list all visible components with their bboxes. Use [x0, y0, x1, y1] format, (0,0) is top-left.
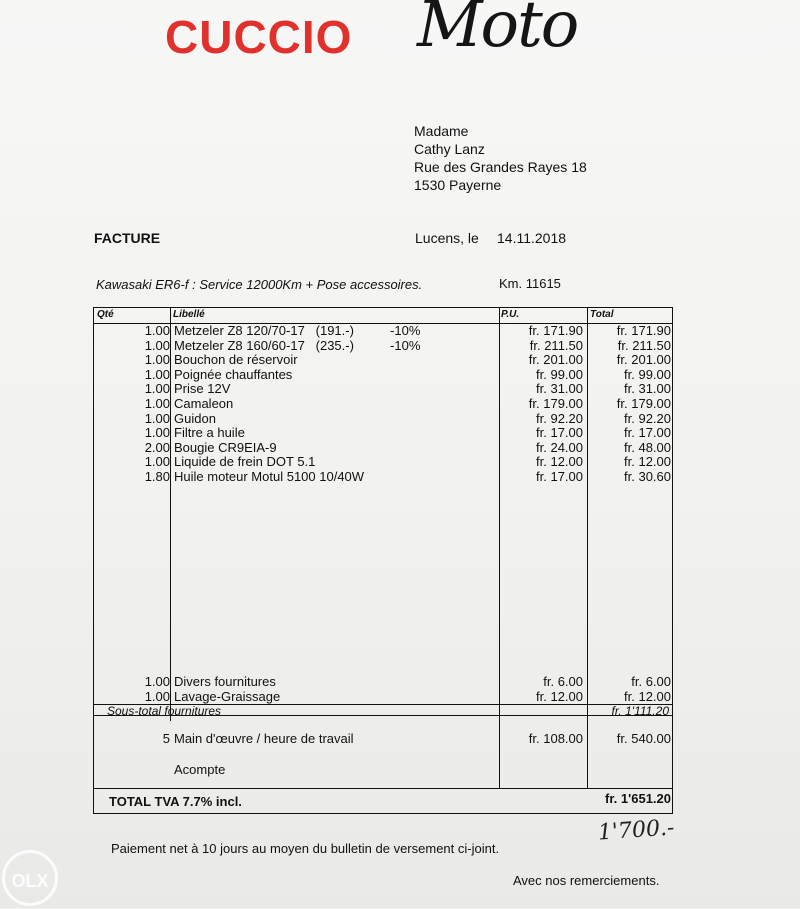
- row-label: Metzeler Z8 120/70-17 (191.-) -10%: [174, 323, 421, 338]
- row-unit-price: fr. 171.90: [528, 323, 583, 338]
- row-unit-price: fr. 24.00: [536, 440, 583, 455]
- vehicle-mileage: Km. 11615: [499, 276, 561, 291]
- row-total: fr. 31.00: [624, 381, 671, 396]
- labor-label: Main d'œuvre / heure de travail: [174, 731, 354, 746]
- table-row: [94, 412, 672, 426]
- watermark-logo: OLX: [2, 850, 58, 906]
- row-qty: 1.00: [144, 411, 170, 426]
- row-total: fr. 17.00: [624, 425, 671, 440]
- row-total: fr. 201.00: [616, 352, 671, 367]
- labor-total: fr. 540.00: [616, 731, 671, 746]
- row-total: fr. 12.00: [624, 689, 671, 704]
- table-row: [94, 339, 672, 353]
- row-total: fr. 99.00: [624, 367, 671, 382]
- row-qty: 1.80: [144, 469, 170, 484]
- grand-total-label: TOTAL TVA 7.7% incl.: [109, 794, 242, 809]
- logo-brand-script: Moto: [417, 0, 578, 62]
- row-qty: 1.00: [144, 454, 170, 469]
- row-label: Poignée chauffantes: [174, 367, 293, 382]
- subtotal-label: Sous-total fournitures: [107, 704, 222, 718]
- row-total: fr. 179.00: [616, 396, 671, 411]
- row-total: fr. 6.00: [631, 674, 671, 689]
- row-label: Divers fournitures: [174, 674, 276, 689]
- row-unit-price: fr. 201.00: [528, 352, 583, 367]
- subtotal-value: fr. 1'111.20: [611, 704, 669, 718]
- row-qty: 1.00: [144, 338, 170, 353]
- table-row: [94, 690, 672, 704]
- invoice-date: 14.11.2018: [497, 230, 567, 246]
- invoice-table: [93, 307, 673, 814]
- acompte-row: [94, 763, 672, 777]
- row-qty: 1.00: [144, 352, 170, 367]
- row-label: Metzeler Z8 160/60-17 (235.-) -10%: [174, 338, 421, 353]
- document-title: FACTURE: [94, 230, 161, 246]
- logo-brand-red: CUCCIO: [165, 11, 353, 63]
- row-label: Huile moteur Motul 5100 10/40W: [174, 469, 365, 484]
- row-label: Liquide de frein DOT 5.1: [174, 454, 316, 469]
- recipient-salutation: Madame: [414, 123, 469, 139]
- table-row: [94, 675, 672, 689]
- row-divider: [94, 788, 672, 789]
- table-row: [94, 470, 672, 484]
- header-qty: Qté: [97, 309, 114, 320]
- header-label: Libellé: [173, 309, 205, 320]
- row-label: Prise 12V: [174, 381, 231, 396]
- row-qty: 1.00: [144, 381, 170, 396]
- row-total: fr. 211.50: [617, 338, 671, 353]
- row-total: fr. 92.20: [624, 411, 671, 426]
- row-total: fr. 171.90: [616, 323, 671, 338]
- acompte-label: Acompte: [174, 762, 226, 777]
- row-unit-price: fr. 17.00: [536, 425, 583, 440]
- row-qty: 1.00: [144, 425, 170, 440]
- row-qty: 2.00: [144, 440, 170, 455]
- table-row: [94, 324, 672, 338]
- invoice-place: Lucens, le: [415, 230, 479, 246]
- labor-unit-price: fr. 108.00: [528, 731, 583, 746]
- recipient-city: 1530 Payerne: [414, 177, 502, 193]
- labor-row: [94, 732, 672, 746]
- table-row: [94, 455, 672, 469]
- row-total: fr. 12.00: [624, 454, 671, 469]
- handwritten-note: 1'700.-: [597, 815, 676, 846]
- table-row: [94, 382, 672, 396]
- closing-line: Avec nos remerciements.: [513, 873, 660, 888]
- row-unit-price: fr. 12.00: [536, 454, 583, 469]
- recipient-address: [414, 122, 587, 194]
- row-unit-price: fr. 179.00: [528, 396, 583, 411]
- table-row: [94, 397, 672, 411]
- payment-terms: Paiement net à 10 jours au moyen du bulletin de versement ci-joint.: [111, 841, 500, 856]
- header-total: Total: [590, 309, 614, 320]
- row-unit-price: fr. 17.00: [536, 469, 583, 484]
- row-unit-price: fr. 99.00: [536, 367, 583, 382]
- row-label: Bougie CR9EIA-9: [174, 440, 277, 455]
- grand-total-value: fr. 1'651.20: [605, 791, 671, 806]
- row-qty: 1.00: [144, 689, 170, 704]
- row-qty: 1.00: [144, 323, 170, 338]
- table-row: [94, 441, 672, 455]
- row-total: fr. 48.00: [624, 440, 671, 455]
- recipient-name: Cathy Lanz: [414, 141, 485, 157]
- row-total: fr. 30.60: [624, 469, 671, 484]
- header-unit-price: P.U.: [501, 309, 520, 320]
- row-label: Guidon: [174, 411, 216, 426]
- row-unit-price: fr. 92.20: [536, 411, 583, 426]
- row-qty: 1.00: [144, 367, 170, 382]
- row-label: Bouchon de réservoir: [174, 352, 298, 367]
- row-unit-price: fr. 12.00: [536, 689, 583, 704]
- row-unit-price: fr. 6.00: [543, 674, 583, 689]
- table-row: [94, 426, 672, 440]
- labor-qty: 5: [162, 731, 170, 746]
- row-label: Camaleon: [174, 396, 234, 411]
- row-label: Lavage-Graissage: [174, 689, 281, 704]
- row-unit-price: fr. 211.50: [529, 338, 583, 353]
- recipient-street: Rue des Grandes Rayes 18: [414, 159, 587, 175]
- row-label: Filtre a huile: [174, 425, 245, 440]
- row-unit-price: fr. 31.00: [536, 381, 583, 396]
- row-qty: 1.00: [144, 674, 170, 689]
- table-row: [94, 368, 672, 382]
- vehicle-description: Kawasaki ER6-f : Service 12000Km + Pose accessoires.: [96, 277, 423, 292]
- row-qty: 1.00: [144, 396, 170, 411]
- table-row: [94, 353, 672, 367]
